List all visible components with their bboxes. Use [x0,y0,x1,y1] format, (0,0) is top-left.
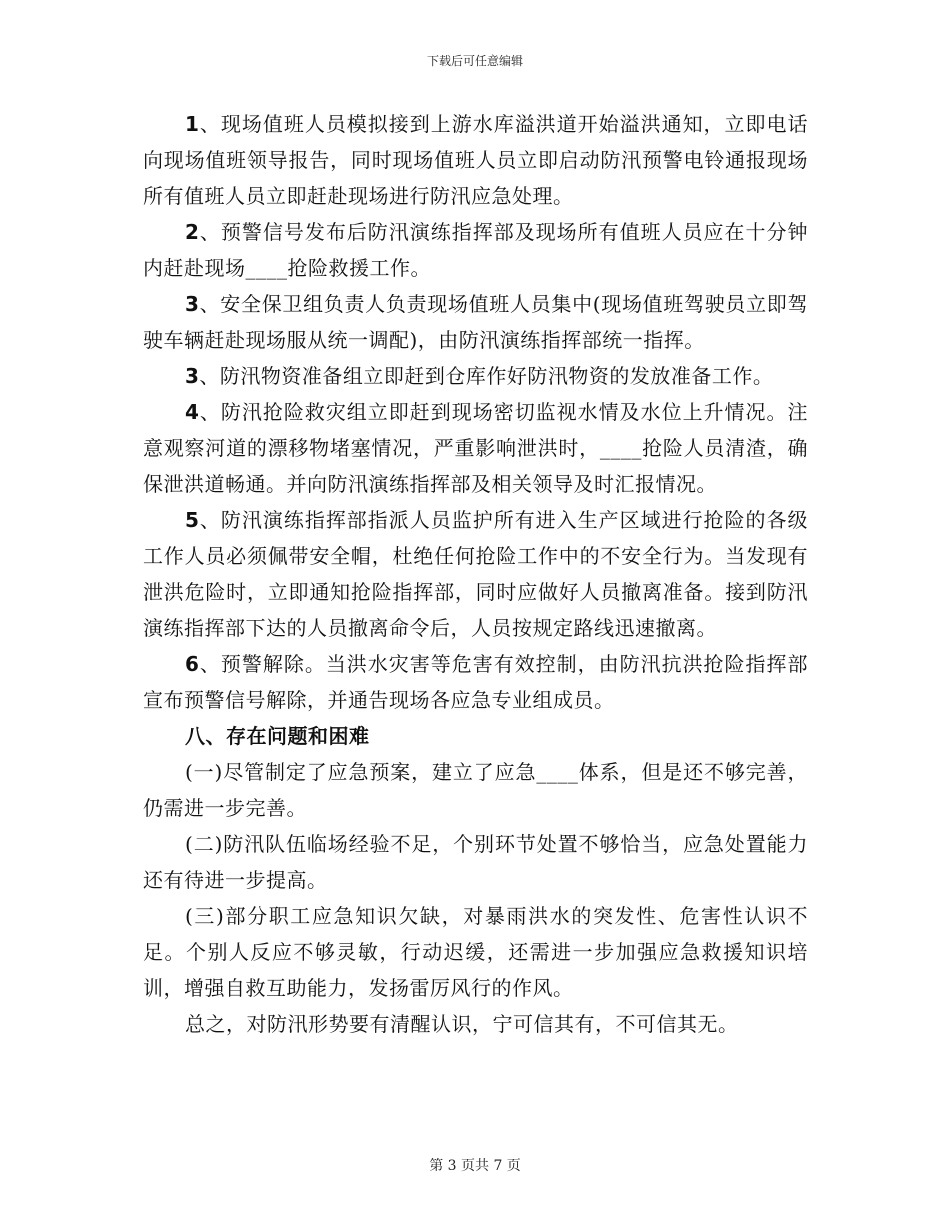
step-paragraph-2 [143,214,808,286]
step-paragraph-6 [143,502,808,646]
step-number: 1 [185,112,200,136]
step-number: 4 [185,400,200,424]
problem-paragraph-2: (二)防汛队伍临场经验不足，个别环节处置不够恰当，应急处置能力还有待进一步提高。 [143,832,808,892]
step-text: 、预警解除。当洪水灾害等危害有效控制，由防汛抗洪抢险指挥部宣布预警信号解除，并通告现场各应急专业组成员。 [143,652,808,712]
step-number: 5 [185,508,200,532]
problem-paragraph-3: (三)部分职工应急知识欠缺，对暴雨洪水的突发性、危害性认识不足。个别人反应不够灵敏，行动迟缓，还需进一步加强应急救援知识培训，增强自救互助能力，发扬雷厉风行的作风。 [143,904,808,1000]
step-paragraph-1 [143,106,808,214]
step-text: 、预警信号发布后防汛演练指挥部及现场所有值班人员应在十分钟内赶赴现场____抢险救援工作。 [143,220,808,280]
step-number: 6 [185,652,200,676]
step-text: 、防汛演练指挥部指派人员监护所有进入生产区域进行抢险的各级工作人员必须佩带安全帽，杜绝任何抢险工作中的不安全行为。当发现有泄洪危险时，立即通知抢险指挥部，同时应做好人员撤离准备。接到防汛演练指挥部下达的人员撤离命令后，人员按规定路线迅速撤离。 [143,508,808,640]
step-paragraph-7 [143,646,808,718]
section-heading: 八、存在问题和困难 [185,724,370,748]
conclusion-paragraph: 总之，对防汛形势要有清醒认识，宁可信其有，不可信其无。 [185,1012,739,1036]
page-footer: 第 3 页共 7 页 [429,1158,521,1174]
step-text: 、现场值班人员模拟接到上游水库溢洪道开始溢洪通知，立即电话向现场值班领导报告，同时现场值班人员立即启动防汛预警电铃通报现场所有值班人员立即赶赴现场进行防汛应急处理。 [143,112,808,208]
step-text: 、安全保卫组负责人负责现场值班人员集中(现场值班驾驶员立即驾驶车辆赶赴现场服从统一调配)，由防汛演练指挥部统一指挥。 [143,292,808,352]
step-number: 3 [185,364,200,388]
step-text: 、防汛物资准备组立即赶到仓库作好防汛物资的发放准备工作。 [199,364,774,388]
step-paragraph-4 [143,358,808,394]
document-body [143,106,808,1042]
problem-paragraph-1: (一)尽管制定了应急预案，建立了应急____体系，但是还不够完善，仍需进一步完善。 [143,760,808,820]
step-paragraph-5 [143,394,808,502]
step-number: 3 [185,292,200,316]
step-text: 、防汛抢险救灾组立即赶到现场密切监视水情及水位上升情况。注意观察河道的漂移物堵塞情况，严重影响泄洪时，____抢险人员清渣，确保泄洪道畅通。并向防汛演练指挥部及相关领导及时汇报情况。 [143,400,808,496]
page-header: 下载后可任意编辑 [426,54,523,68]
step-paragraph-3 [143,286,808,358]
step-number: 2 [185,220,200,244]
